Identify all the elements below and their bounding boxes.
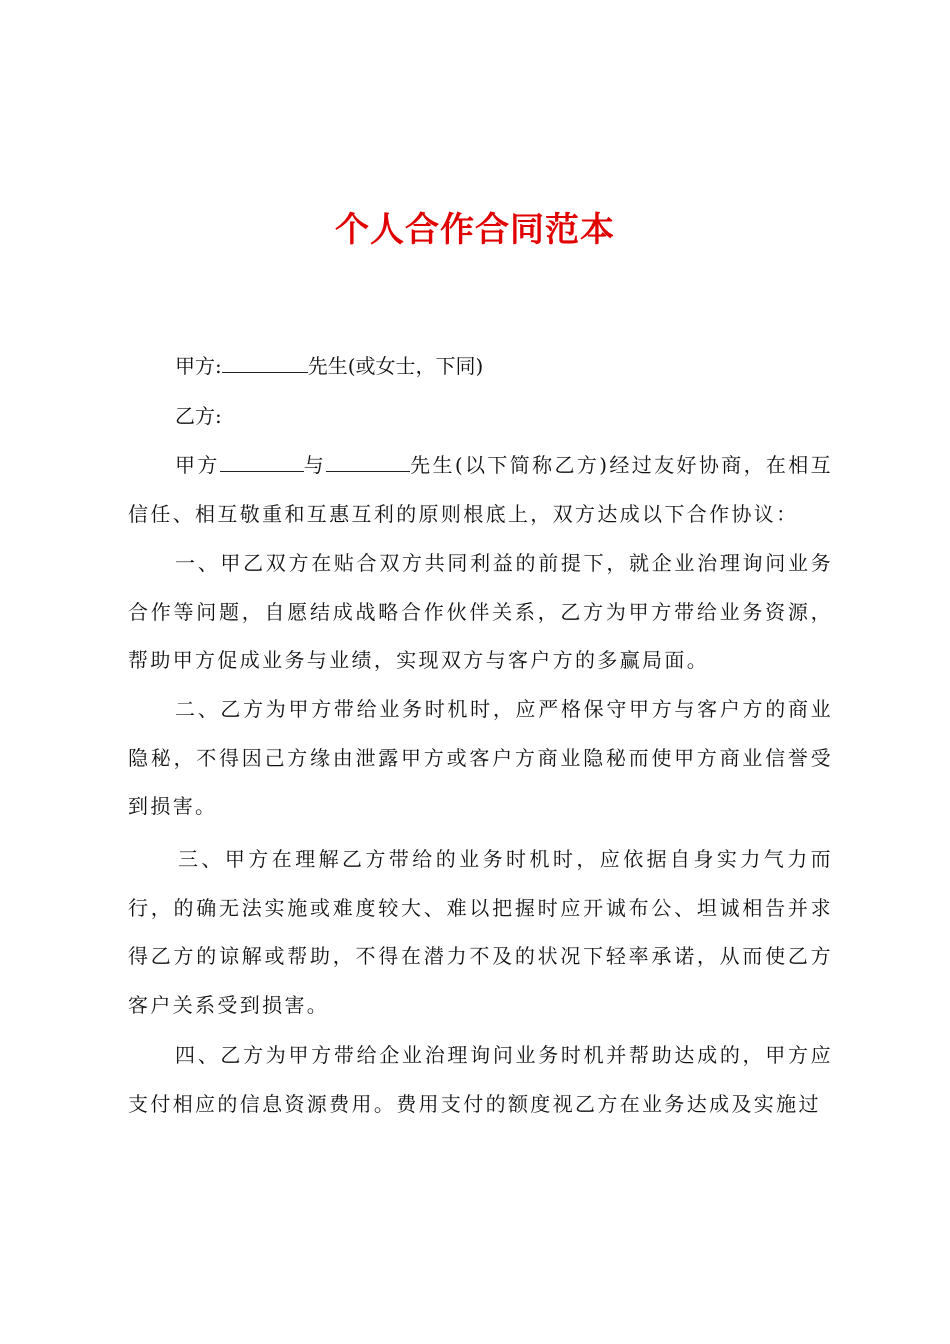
intro-part-1: 甲方	[175, 453, 220, 477]
intro-part-2: 与	[303, 453, 327, 477]
party-a-label: 甲方:	[175, 354, 222, 378]
intro-part-3: 先生(以下简称乙方)经过友好协商，在相互信任、相互敬重和互惠互利的原则根底上，双方达成以下合作协议：	[128, 453, 834, 526]
party-a-name-blank	[222, 354, 308, 373]
document-title: 个人合作合同范本	[335, 210, 615, 250]
intro-party-b-blank	[326, 453, 410, 472]
party-a-line	[175, 351, 483, 381]
intro-party-a-blank	[220, 453, 304, 472]
clause-4: 四、乙方为甲方带给企业治理询问业务时机并帮助达成的，甲方应支付相应的信息资源费用。费用支付的额度视乙方在业务达成及实施过	[128, 1043, 833, 1116]
clause-1: 一、甲乙双方在贴合双方共同利益的前提下，就企业治理询问业务合作等问题，自愿结成战略合作伙伴关系，乙方为甲方带给业务资源，帮助甲方促成业务与业绩，实现双方与客户方的多赢局面。	[128, 551, 833, 672]
clause-3: 三、甲方在理解乙方带给的业务时机时，应依据自身实力气力而行，的确无法实施或难度较大、难以把握时应开诚布公、坦诚相告并求得乙方的谅解或帮助，不得在潜力不及的状况下轻率承诺，从而使乙方客户关系受到损害。	[128, 847, 833, 1017]
party-a-suffix: 先生(或女士，下同)	[307, 354, 484, 378]
intro-paragraph	[128, 441, 833, 538]
clause-2: 二、乙方为甲方带给业务时机时，应严格保守甲方与客户方的商业隐秘，不得因己方缘由泄露甲方或客户方商业隐秘而使甲方商业信誉受到损害。	[128, 697, 833, 818]
party-b-label: 乙方:	[175, 404, 222, 428]
party-b-line	[175, 401, 222, 431]
